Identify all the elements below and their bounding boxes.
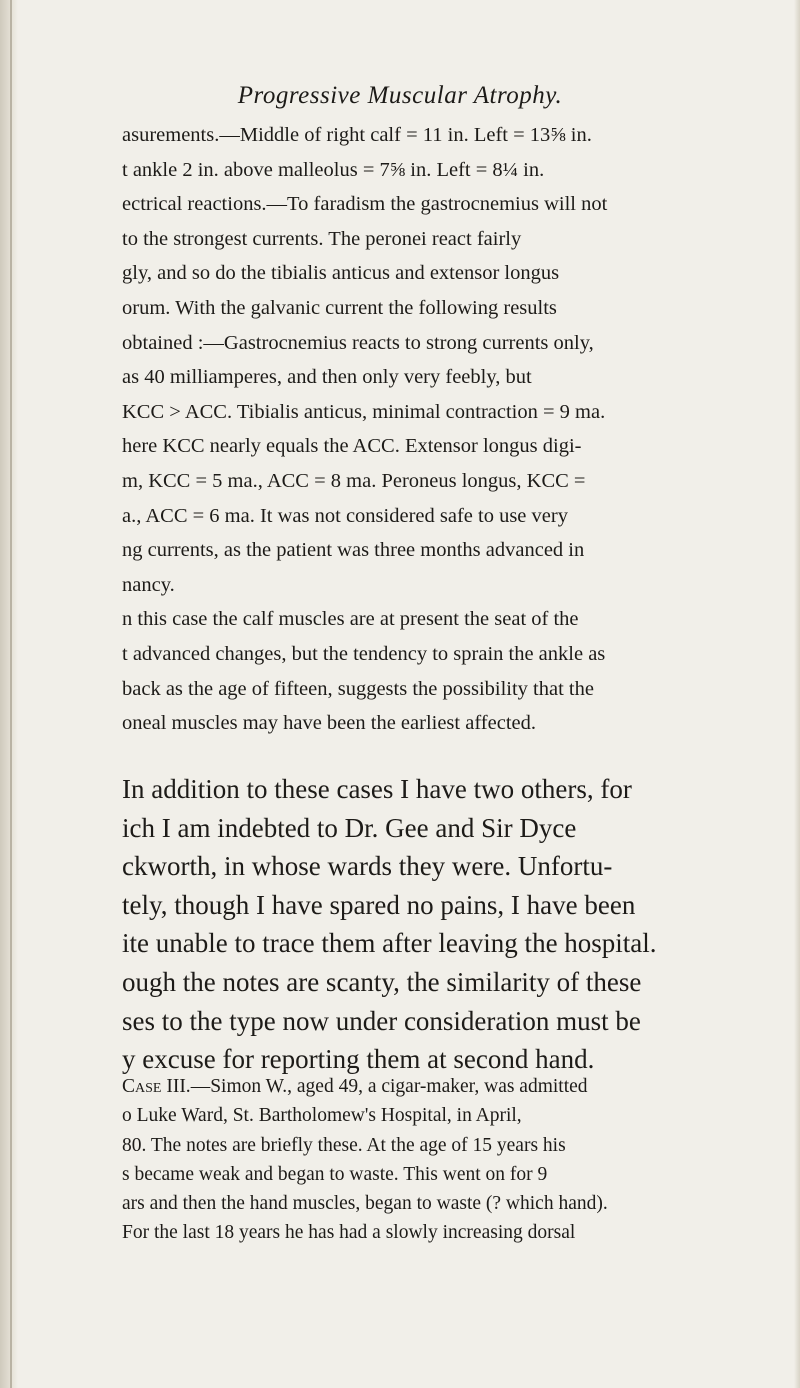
case-first-line-text: —Simon W., aged 49, a cigar-maker, was admitted <box>190 1076 588 1097</box>
text-line: oneal muscles may have been the earliest affected. <box>122 712 536 735</box>
text-line: o Luke Ward, St. Bartholomew's Hospital, in April, <box>122 1105 522 1127</box>
text-line: ite unable to trace them after leaving the hospital. <box>122 928 657 959</box>
text-line: a., ACC = 6 ma. It was not considered safe to use very <box>122 504 568 527</box>
text-line: ough the notes are scanty, the similarity of these <box>122 966 642 997</box>
text-line: obtained :—Gastrocnemius reacts to strong currents only, <box>122 331 594 354</box>
text-line: n this case the calf muscles are at present the seat of the <box>122 608 579 631</box>
text-line: ng currents, as the patient was three months advanced in <box>122 539 585 562</box>
paragraph-additional-cases <box>122 770 792 1079</box>
text-line: gly, and so do the tibialis anticus and extensor longus <box>122 262 560 285</box>
case-first-line <box>122 1072 792 1101</box>
text-line: m, KCC = 5 ma., ACC = 8 ma. Peroneus longus, KCC = <box>122 469 586 492</box>
case-heading: Case III. <box>122 1076 191 1097</box>
page-binding-gutter <box>10 0 12 1388</box>
text-line: For the last 18 years he has had a slowly increasing dorsal <box>122 1222 576 1244</box>
text-line: here KCC nearly equals the ACC. Extensor longus digi- <box>122 435 582 458</box>
paragraph-case-three <box>122 1072 792 1248</box>
text-line: ich I am indebted to Dr. Gee and Sir Dyce <box>122 812 577 843</box>
text-line: ars and then the hand muscles, began to waste (? which hand). <box>122 1193 608 1215</box>
text-line: y excuse for reporting them at second hand. <box>122 1044 595 1075</box>
page-right-edge <box>794 0 800 1388</box>
text-line: orum. With the galvanic current the following results <box>122 296 557 319</box>
text-line: ses to the type now under consideration must be <box>122 1005 641 1036</box>
text-line: asurements.—Middle of right calf = 11 in. Left = 13⅝ in. <box>122 124 592 146</box>
page-binding-shadow <box>0 0 18 1388</box>
text-line: as 40 milliamperes, and then only very feebly, but <box>122 366 532 389</box>
text-line: nancy. <box>122 573 175 596</box>
running-head: Progressive Muscular Atrophy. <box>237 82 563 109</box>
text-line: In addition to these cases I have two others, for <box>122 774 632 804</box>
paragraph-measurements-electrical-reactions <box>122 118 792 741</box>
text-line: back as the age of fifteen, suggests the possibility that the <box>122 677 594 700</box>
text-line: t ankle 2 in. above malleolus = 7⅝ in. Left = 8¼ in. <box>122 158 545 181</box>
text-line: t advanced changes, but the tendency to sprain the ankle as <box>122 642 606 665</box>
text-line: s became weak and began to waste. This went on for 9 <box>122 1163 548 1185</box>
text-line: tely, though I have spared no pains, I have been <box>122 889 636 920</box>
text-line: ckworth, in whose wards they were. Unfortu- <box>122 851 613 882</box>
text-line: KCC > ACC. Tibialis anticus, minimal contraction = 9 ma. <box>122 400 606 423</box>
text-line: ectrical reactions.—To faradism the gastrocnemius will not <box>122 193 608 216</box>
text-line: to the strongest currents. The peronei react fairly <box>122 227 522 250</box>
text-line: 80. The notes are briefly these. At the age of 15 years his <box>122 1134 566 1156</box>
